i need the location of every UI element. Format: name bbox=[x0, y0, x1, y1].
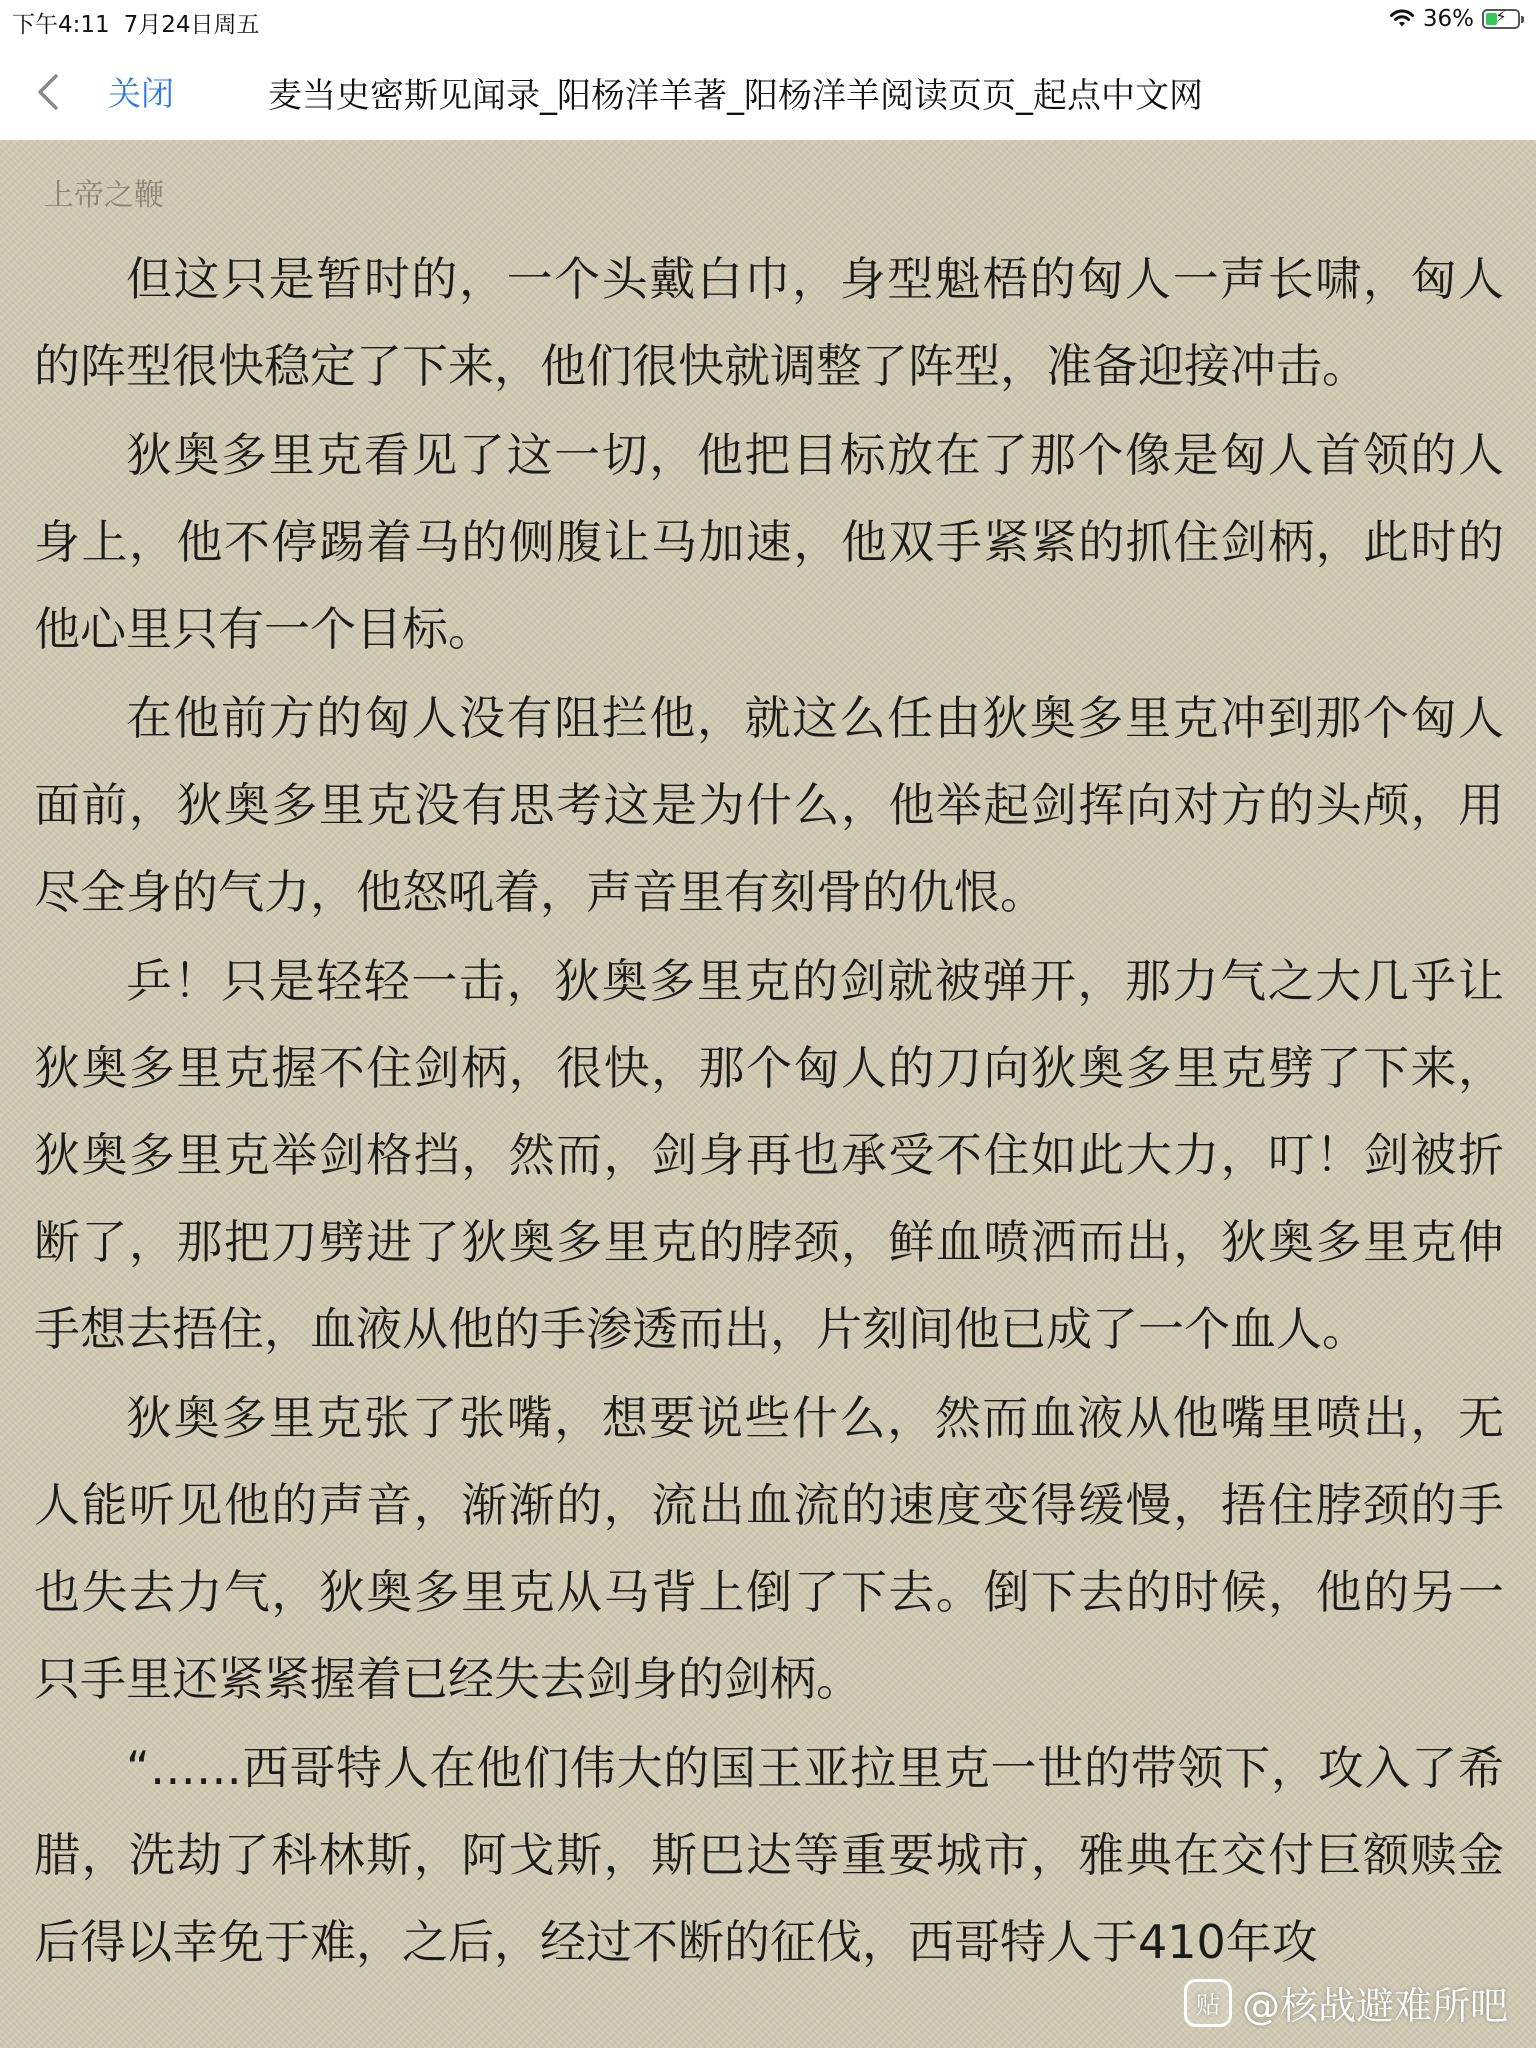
paragraph: 乒！只是轻轻一击，狄奥多里克的剑就被弹开，那力气之大几乎让狄奥多里克握不住剑柄，很快，那个匈人的刀向狄奥多里克劈了下来，狄奥多里克举剑格挡，然而，剑身再也承受不住如此大力，叮！剑被折断了，那把刀劈进了狄奥多里克的脖颈，鲜血喷洒而出，狄奥多里克伸手想去捂住，血液从他的手渗透而出，片刻间他已成了一个血人。 bbox=[34, 954, 1504, 1356]
watermark bbox=[1184, 1975, 1508, 2030]
page-title: 麦当史密斯见闻录_阳杨洋羊著_阳杨洋羊阅读页页_起点中文网 bbox=[268, 76, 1203, 116]
battery-charging-icon bbox=[1482, 9, 1520, 29]
reader-view[interactable] bbox=[0, 140, 1536, 2048]
paragraph: 狄奥多里克看见了这一切，他把目标放在了那个像是匈人首领的人身上，他不停踢着马的侧腹让马加速，他双手紧紧的抓住剑柄，此时的他心里只有一个目标。 bbox=[34, 428, 1504, 656]
close-button[interactable] bbox=[36, 68, 174, 115]
status-indicators bbox=[1389, 6, 1520, 32]
battery-percent: 36% bbox=[1422, 6, 1474, 32]
nav-bar bbox=[0, 40, 1536, 140]
tieba-logo-icon: 贴 bbox=[1184, 1979, 1232, 2027]
chapter-title: 上帝之鞭 bbox=[44, 178, 164, 213]
paragraph: 但这只是暂时的，一个头戴白巾，身型魁梧的匈人一声长啸，匈人的阵型很快稳定了下来，他们很快就调整了阵型，准备迎接冲击。 bbox=[34, 252, 1504, 393]
chevron-left-icon[interactable] bbox=[36, 72, 60, 112]
charging-bolt-icon: ⚡ bbox=[1495, 7, 1507, 26]
wifi-icon bbox=[1389, 9, 1415, 29]
status-date: 7月24日周五 bbox=[123, 12, 260, 38]
close-label[interactable]: 关闭 bbox=[108, 74, 174, 113]
paragraph: 在他前方的匈人没有阻拦他，就这么任由狄奥多里克冲到那个匈人面前，狄奥多里克没有思考这是为什么，他举起剑挥向对方的头颅，用尽全身的气力，他怒吼着，声音里有刻骨的仇恨。 bbox=[34, 691, 1504, 919]
battery-cap bbox=[1521, 16, 1524, 23]
paragraph: 狄奥多里克张了张嘴，想要说些什么，然而血液从他嘴里喷出，无人能听见他的声音，渐渐的，流出血流的速度变得缓慢，捂住脖颈的手也失去力气，狄奥多里克从马背上倒了下去。倒下去的时候，他的另一只手里还紧紧握着已经失去剑身的剑柄。 bbox=[34, 1391, 1504, 1706]
status-clock bbox=[12, 6, 260, 39]
watermark-text: @核战避难所吧 bbox=[1241, 1984, 1508, 2028]
paragraph: “……西哥特人在他们伟大的国王亚拉里克一世的带领下，攻入了希腊，洗劫了科林斯，阿戈斯，斯巴达等重要城市，雅典在交付巨额赎金后得以幸免于难，之后，经过不断的征伐，西哥特人于410年攻 bbox=[34, 1741, 1504, 1969]
status-bar bbox=[0, 0, 1536, 40]
status-time: 下午4:11 bbox=[12, 12, 110, 38]
chapter-content bbox=[34, 236, 1504, 1988]
